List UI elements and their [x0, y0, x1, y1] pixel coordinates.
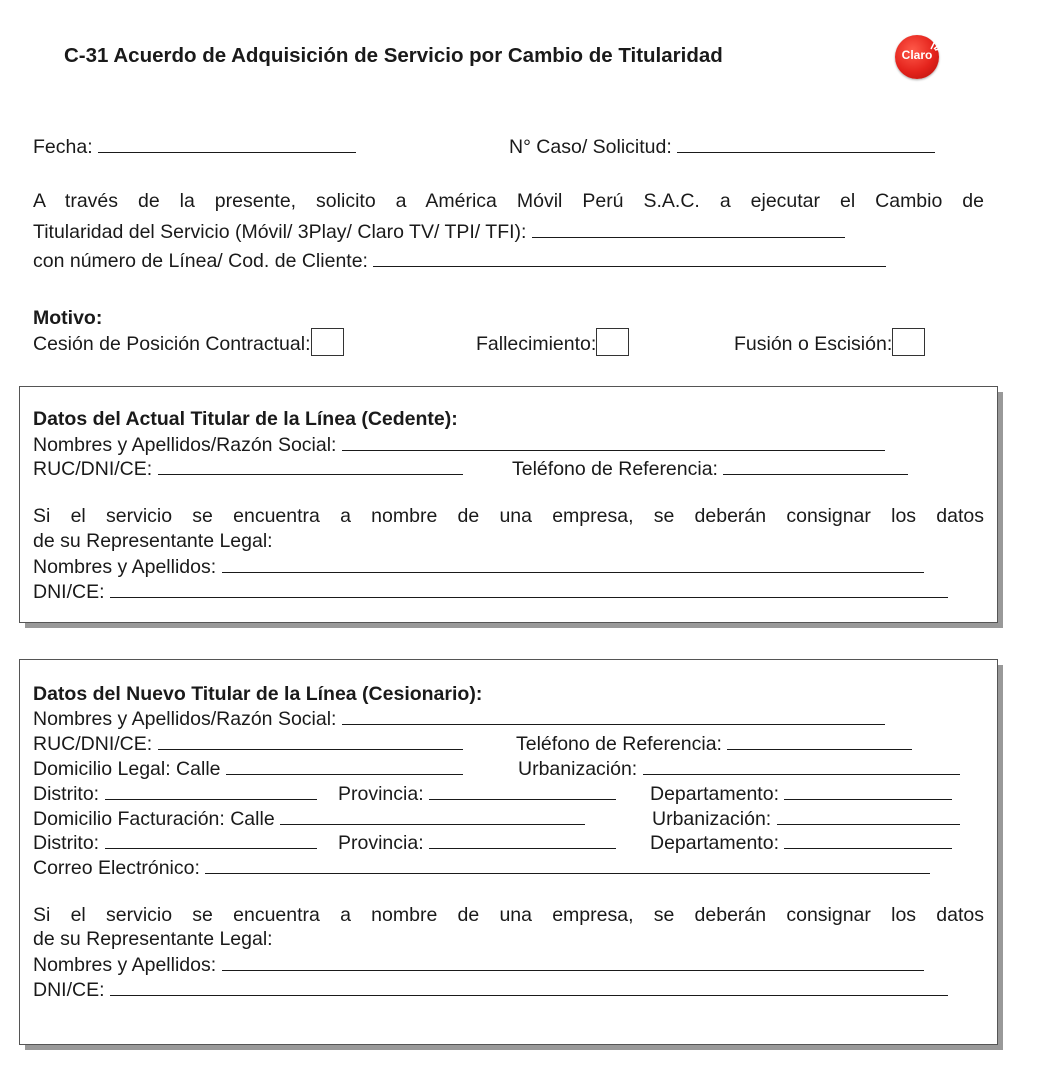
motivo-opt-fallecimiento — [476, 333, 629, 356]
cesion-checkbox[interactable] — [311, 328, 344, 356]
cesionario-dni-field[interactable] — [110, 978, 948, 996]
fallecimiento-label: Fallecimiento: — [476, 333, 597, 355]
domicilio-facturacion-row — [33, 807, 585, 830]
provincia-facturacion-label: Provincia: — [338, 832, 424, 854]
cesionario-telefono-row — [516, 732, 912, 755]
urbanizacion-facturacion-label: Urbanización: — [652, 808, 772, 830]
cedente-telefono-label: Teléfono de Referencia: — [512, 458, 718, 480]
cesionario-dni-row — [33, 978, 948, 1001]
provincia-facturacion-row — [338, 831, 616, 854]
cesionario-nombres-row — [33, 953, 924, 976]
caso-label: N° Caso/ Solicitud: — [509, 136, 672, 158]
provincia-facturacion-field[interactable] — [429, 831, 616, 849]
linea-label: con número de Línea/ Cod. de Cliente: — [33, 250, 368, 272]
cedente-heading: Datos del Actual Titular de la Línea (Cedente): — [33, 408, 458, 430]
linea-field[interactable] — [373, 249, 886, 267]
cedente-nombres-label: Nombres y Apellidos: — [33, 556, 217, 578]
cesionario-empresa-line-1: Si el servicio se encuentra a nombre de una empresa, se deberán consignar los datos — [33, 904, 984, 926]
cesionario-telefono-label: Teléfono de Referencia: — [516, 733, 722, 755]
departamento-facturacion-field[interactable] — [784, 831, 952, 849]
domicilio-legal-label: Domicilio Legal: Calle — [33, 758, 221, 780]
cesionario-dni-label: DNI/CE: — [33, 979, 105, 1001]
cedente-nombres-row — [33, 555, 924, 578]
cedente-ruc-label: RUC/DNI/CE: — [33, 458, 153, 480]
intro-line-2 — [33, 220, 845, 243]
fecha-row — [33, 135, 356, 158]
cedente-dni-row — [33, 580, 948, 603]
claro-logo — [895, 35, 939, 79]
cesionario-telefono-field[interactable] — [727, 732, 912, 750]
cedente-nombres-field[interactable] — [222, 555, 924, 573]
cedente-nombres-razon-field[interactable] — [342, 433, 885, 451]
distrito-legal-row — [33, 782, 317, 805]
departamento-legal-field[interactable] — [784, 782, 952, 800]
distrito-legal-field[interactable] — [105, 782, 317, 800]
cesionario-ruc-label: RUC/DNI/CE: — [33, 733, 153, 755]
distrito-facturacion-field[interactable] — [105, 831, 317, 849]
cedente-empresa-line-1: Si el servicio se encuentra a nombre de una empresa, se deberán consignar los datos — [33, 505, 984, 527]
domicilio-legal-field[interactable] — [226, 757, 463, 775]
cedente-ruc-row — [33, 457, 463, 480]
cedente-telefono-field[interactable] — [723, 457, 908, 475]
servicio-label: Titularidad del Servicio (Móvil/ 3Play/ Claro TV/ TPI/ TFI): — [33, 221, 527, 243]
provincia-legal-label: Provincia: — [338, 783, 424, 805]
correo-row — [33, 856, 930, 879]
fusion-label: Fusión o Escisión: — [734, 333, 893, 355]
motivo-opt-fusion — [734, 333, 925, 356]
distrito-facturacion-label: Distrito: — [33, 832, 100, 854]
domicilio-facturacion-field[interactable] — [280, 807, 585, 825]
urbanizacion-legal-row — [518, 757, 960, 780]
distrito-legal-label: Distrito: — [33, 783, 100, 805]
correo-field[interactable] — [205, 856, 930, 874]
cedente-dni-field[interactable] — [110, 580, 948, 598]
motivo-heading: Motivo: — [33, 307, 103, 329]
provincia-legal-row — [338, 782, 616, 805]
cesionario-nombres-label: Nombres y Apellidos: — [33, 954, 217, 976]
domicilio-legal-row — [33, 757, 463, 780]
departamento-facturacion-row — [650, 831, 952, 854]
cesionario-nombres-razon-label: Nombres y Apellidos/Razón Social: — [33, 708, 337, 730]
cesionario-ruc-row — [33, 732, 463, 755]
domicilio-facturacion-label: Domicilio Facturación: Calle — [33, 808, 275, 830]
fallecimiento-checkbox[interactable] — [596, 328, 629, 356]
urbanizacion-legal-label: Urbanización: — [518, 758, 638, 780]
fecha-label: Fecha: — [33, 136, 93, 158]
distrito-facturacion-row — [33, 831, 317, 854]
urbanizacion-facturacion-row — [652, 807, 960, 830]
departamento-facturacion-label: Departamento: — [650, 832, 779, 854]
cesionario-heading: Datos del Nuevo Titular de la Línea (Cesionario): — [33, 683, 483, 705]
departamento-legal-row — [650, 782, 952, 805]
cesionario-empresa-line-2: de su Representante Legal: — [33, 928, 273, 950]
document-title: C-31 Acuerdo de Adquisición de Servicio por Cambio de Titularidad — [64, 44, 723, 67]
correo-label: Correo Electrónico: — [33, 857, 200, 879]
caso-row — [509, 135, 935, 158]
intro-line-3 — [33, 249, 886, 272]
cesion-label: Cesión de Posición Contractual: — [33, 333, 311, 355]
fusion-checkbox[interactable] — [892, 328, 925, 356]
cedente-nombres-razon-label: Nombres y Apellidos/Razón Social: — [33, 434, 337, 456]
cesionario-nombres-razon-row — [33, 707, 885, 730]
servicio-field[interactable] — [532, 220, 845, 238]
cedente-telefono-row — [512, 457, 908, 480]
urbanizacion-legal-field[interactable] — [643, 757, 960, 775]
motivo-opt-cesion — [33, 333, 344, 356]
cedente-dni-label: DNI/CE: — [33, 581, 105, 603]
cedente-ruc-field[interactable] — [158, 457, 463, 475]
cedente-empresa-line-2: de su Representante Legal: — [33, 530, 273, 552]
cedente-nombres-razon-row — [33, 433, 885, 456]
logo-text: Claro — [901, 48, 933, 62]
fecha-field[interactable] — [98, 135, 356, 153]
cesionario-nombres-razon-field[interactable] — [342, 707, 885, 725]
cesionario-nombres-field[interactable] — [222, 953, 924, 971]
intro-line-1: A través de la presente, solicito a América Móvil Perú S.A.C. a ejecutar el Cambio de — [33, 190, 984, 212]
caso-field[interactable] — [677, 135, 935, 153]
urbanizacion-facturacion-field[interactable] — [777, 807, 960, 825]
cesionario-ruc-field[interactable] — [158, 732, 463, 750]
provincia-legal-field[interactable] — [429, 782, 616, 800]
departamento-legal-label: Departamento: — [650, 783, 779, 805]
